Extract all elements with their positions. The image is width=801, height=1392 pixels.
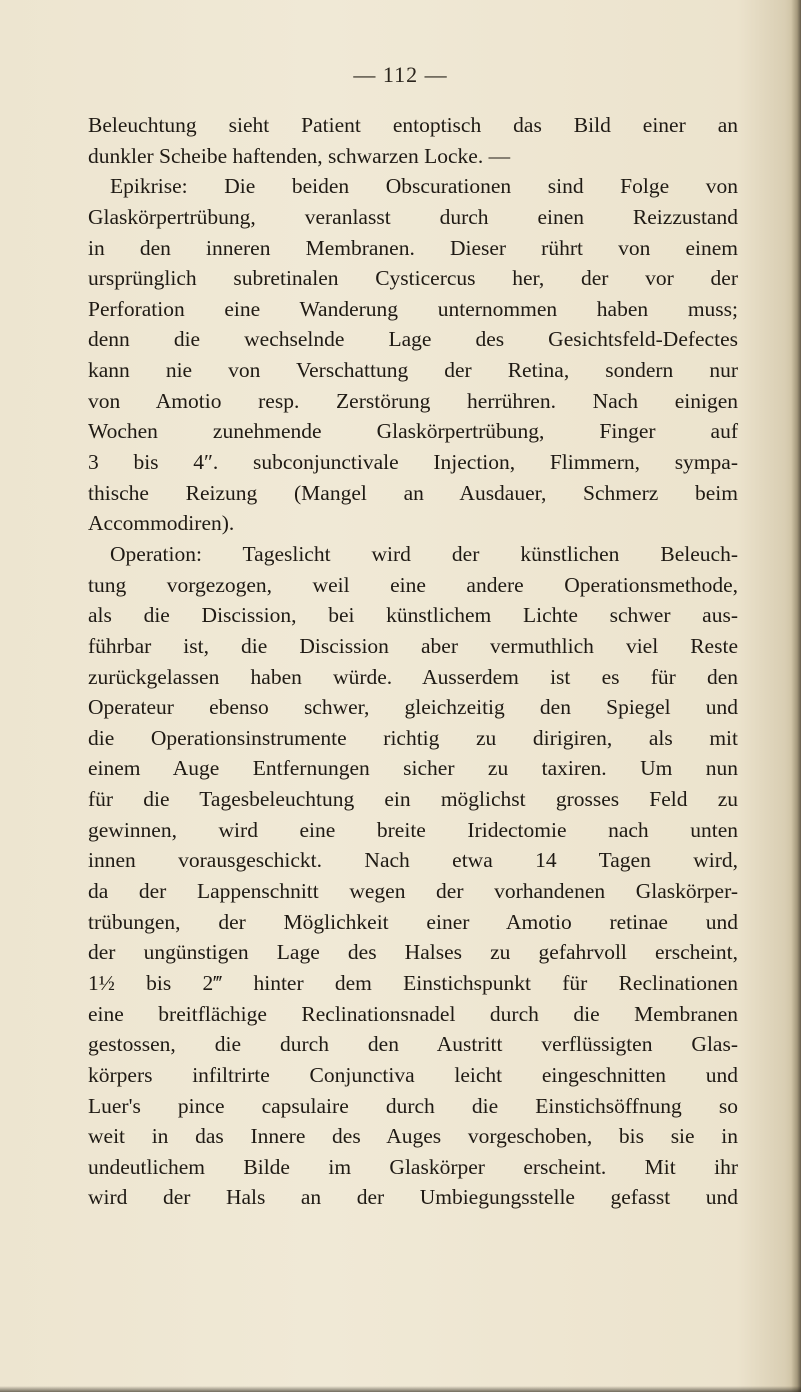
text-line: trübungen, der Möglichkeit einer Amotio retinae und bbox=[88, 909, 738, 934]
body-text bbox=[88, 110, 738, 1213]
text-line: ursprünglich subretinalen Cysticercus her, der vor der bbox=[88, 266, 738, 291]
text-line: weit in das Innere des Auges vorgeschoben, bis sie in bbox=[88, 1124, 738, 1149]
text-line: da der Lappenschnitt wegen der vorhandenen Glaskörper- bbox=[88, 879, 738, 904]
text-line: gewinnen, wird eine breite Iridectomie nach unten bbox=[88, 817, 738, 842]
text-line: eine breitflächige Reclinationsnadel durch die Membranen bbox=[88, 1001, 738, 1026]
text-line: einem Auge Entfernungen sicher zu taxiren. Um nun bbox=[88, 756, 738, 781]
text-line: für die Tagesbeleuchtung ein möglichst grosses Feld zu bbox=[88, 787, 738, 812]
text-line: thische Reizung (Mangel an Ausdauer, Schmerz beim bbox=[88, 480, 738, 505]
text-line: dunkler Scheibe haftenden, schwarzen Locke. — bbox=[88, 143, 511, 168]
text-line: Epikrise: Die beiden Obscurationen sind Folge von bbox=[110, 174, 738, 199]
text-line: Perforation eine Wanderung unternommen haben muss; bbox=[88, 296, 738, 321]
text-line: die Operationsinstrumente richtig zu dirigiren, als mit bbox=[88, 725, 738, 750]
page-bottom-shadow bbox=[0, 1386, 801, 1392]
text-line: Wochen zunehmende Glaskörpertrübung, Finger auf bbox=[88, 419, 738, 444]
text-line: 1½ bis 2‴ hinter dem Einstichspunkt für Reclinationen bbox=[88, 970, 738, 995]
text-line: von Amotio resp. Zerstörung herrühren. Nach einigen bbox=[88, 388, 738, 413]
text-line: 3 bis 4″. subconjunctivale Injection, Flimmern, sympa- bbox=[88, 450, 738, 475]
text-line: tung vorgezogen, weil eine andere Operationsmethode, bbox=[88, 572, 738, 597]
text-line: in den inneren Membranen. Dieser rührt von einem bbox=[88, 235, 738, 260]
text-line: führbar ist, die Discission aber vermuthlich viel Reste bbox=[88, 633, 738, 658]
text-line: Operation: Tageslicht wird der künstlichen Beleuch- bbox=[110, 541, 738, 566]
text-line: Beleuchtung sieht Patient entoptisch das Bild einer an bbox=[88, 113, 738, 137]
text-line: denn die wechselnde Lage des Gesichtsfeld-Defectes bbox=[88, 327, 738, 352]
page-edge-shadow bbox=[791, 0, 801, 1392]
text-line: als die Discission, bei künstlichem Lichte schwer aus- bbox=[88, 603, 738, 628]
text-line: Glaskörpertrübung, veranlasst durch einen Reizzustand bbox=[88, 204, 738, 229]
text-line: Operateur ebenso schwer, gleichzeitig den Spiegel und bbox=[88, 695, 738, 720]
text-line: Accommodiren). bbox=[88, 511, 235, 536]
text-line: innen vorausgeschickt. Nach etwa 14 Tagen wird, bbox=[88, 848, 738, 873]
text-line: der ungünstigen Lage des Halses zu gefahrvoll erscheint, bbox=[88, 940, 738, 965]
text-line: zurückgelassen haben würde. Ausserdem ist es für den bbox=[88, 664, 738, 689]
text-line: körpers infiltrirte Conjunctiva leicht eingeschnitten und bbox=[88, 1062, 738, 1087]
text-line: gestossen, die durch den Austritt verflüssigten Glas- bbox=[88, 1032, 738, 1057]
page-number: — 112 — bbox=[353, 62, 448, 87]
text-line: kann nie von Verschattung der Retina, sondern nur bbox=[88, 358, 738, 383]
text-line: undeutlichem Bilde im Glaskörper erscheint. Mit ihr bbox=[88, 1154, 738, 1179]
text-line: Luer's pince capsulaire durch die Einstichsöffnung so bbox=[88, 1093, 738, 1118]
text-line: wird der Hals an der Umbiegungsstelle gefasst und bbox=[88, 1185, 738, 1210]
